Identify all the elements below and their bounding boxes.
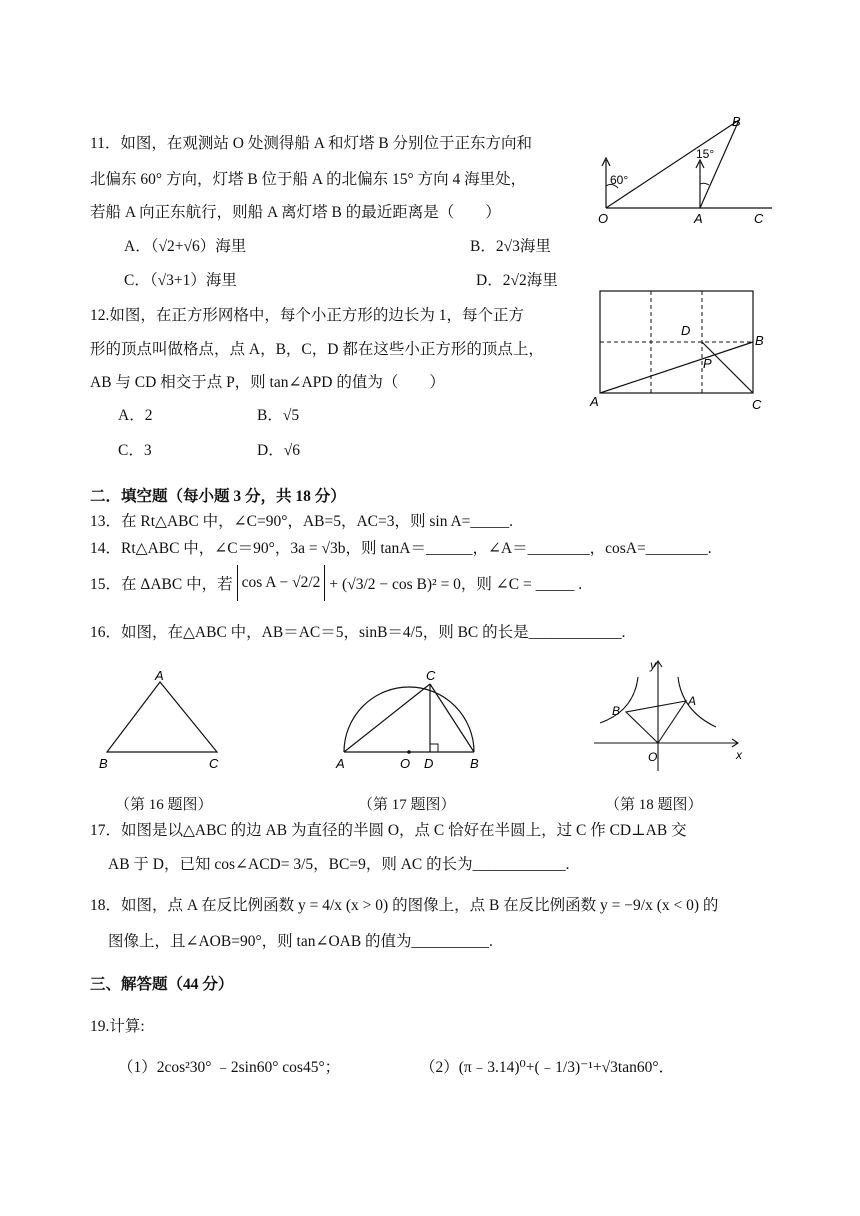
fig17-label-o: O: [400, 756, 411, 771]
fig17: [330, 668, 490, 773]
q18-line1: 18．如图，点 A 在反比例函数 y = 4/x (x > 0) 的图像上，点 B 在反比例函数 y = −9/x (x < 0) 的: [90, 897, 719, 914]
fig18: [590, 655, 750, 775]
q11-line2: 北偏东 60° 方向，灯塔 B 位于船 A 的北偏东 15° 方向 4 海里处，: [90, 171, 527, 188]
q11-label-a: A: [694, 211, 703, 224]
fig16-caption: （第 16 题图）: [115, 797, 213, 813]
q11-option-b: B．2√3海里: [470, 238, 551, 255]
fig17-caption: （第 17 题图）: [358, 797, 456, 813]
q11-option-c: C．（√3+1）海里: [124, 272, 237, 289]
q12-option-a: A．2: [118, 407, 153, 424]
q19-part2: （2）(π﹣3.14)⁰+(﹣1/3)⁻¹+√3tan60°．: [420, 1059, 675, 1076]
q12-option-c: C．3: [118, 442, 152, 459]
q11-label-c: C: [754, 211, 764, 224]
q19-title: 19.计算:: [90, 1018, 145, 1035]
q13-text: 13．在 Rt△ABC 中，∠C=90°，AB=5，AC=3，则 sin A=_____.: [90, 513, 514, 530]
fig18-label-o: O: [648, 750, 658, 764]
q12-figure: [585, 285, 775, 415]
fig16: [95, 668, 230, 773]
q16-text: 16．如图，在△ABC 中，AB＝AC＝5，sinB＝4/5，则 BC 的长是____________.: [90, 624, 626, 641]
fig18-label-b: B: [612, 704, 621, 718]
q11-label-60: 60°: [610, 173, 629, 187]
q15-line: [90, 563, 582, 603]
fig16-label-b: B: [99, 756, 108, 771]
section-2-title: 二．填空题（每小题 3 分，共 18 分）: [90, 488, 346, 505]
q11-line3: 若船 A 向正东航行，则船 A 离灯塔 B 的最近距离是（ ）: [90, 204, 501, 221]
section-3-title: 三、解答题（44 分）: [90, 976, 234, 993]
q15-text-c: + (√3/2 − cos B)² = 0，则 ∠C = _____ .: [329, 576, 583, 593]
q12-line2: 形的顶点叫做格点，点 A，B，C，D 都在这些小正方形的顶点上，: [90, 341, 544, 358]
q11-line1: 11．如图，在观测站 O 处测得船 A 和灯塔 B 分别位于正东方向和: [90, 135, 533, 152]
q11-label-o: O: [598, 211, 609, 224]
q15-abs: cos A − √2/2: [237, 565, 326, 601]
fig17-label-c: C: [426, 668, 436, 683]
fig18-label-x: x: [736, 748, 742, 762]
q12-line3: AB 与 CD 相交于点 P，则 tan∠APD 的值为（ ）: [90, 374, 445, 391]
q11-label-b: B: [732, 114, 741, 129]
q14-text: 14．Rt△ABC 中，∠C＝90°，3a = √3b，则 tanA＝______，∠A＝________，cosA=________.: [90, 540, 712, 557]
q17-line2: AB 于 D，已知 cos∠ACD= 3/5，BC=9，则 AC 的长为____________.: [108, 856, 570, 873]
q11-label-15: 15°: [696, 147, 715, 161]
q11-option-a: A．（√2+√6）海里: [124, 238, 247, 255]
q12-option-b: B．√5: [257, 407, 300, 424]
fig16-label-c: C: [209, 756, 219, 771]
q12-label-d: D: [681, 323, 691, 338]
q12-label-c: C: [752, 397, 762, 412]
q18-line2: 图像上，且∠AOB=90°，则 tan∠OAB 的值为__________.: [108, 933, 493, 950]
q12-label-p: P: [703, 356, 712, 371]
q12-label-b: B: [755, 333, 764, 348]
q11-figure: [592, 112, 782, 224]
q12-line1: 12.如图，在正方形网格中，每个小正方形的边长为 1，每个正方: [90, 307, 525, 324]
fig17-label-a: A: [336, 756, 345, 771]
fig18-label-a: A: [688, 694, 697, 708]
q17-line1: 17．如图是以△ABC 的边 AB 为直径的半圆 O，点 C 恰好在半圆上，过 C 作 CD⊥AB 交: [90, 822, 687, 839]
q11-option-d: D．2√2海里: [476, 272, 558, 289]
fig18-caption: （第 18 题图）: [605, 797, 703, 813]
q12-option-d: D．√6: [257, 442, 300, 459]
q15-text-a: 15．在 ΔABC 中，若: [90, 576, 233, 593]
q12-label-a: A: [590, 394, 599, 409]
q19-part1: （1）2cos²30° ﹣2sin60° cos45°；: [118, 1059, 341, 1076]
fig17-label-d: D: [424, 756, 434, 771]
fig17-label-b: B: [470, 756, 479, 771]
fig18-label-y: y: [650, 658, 656, 672]
fig16-label-a: A: [155, 668, 164, 683]
